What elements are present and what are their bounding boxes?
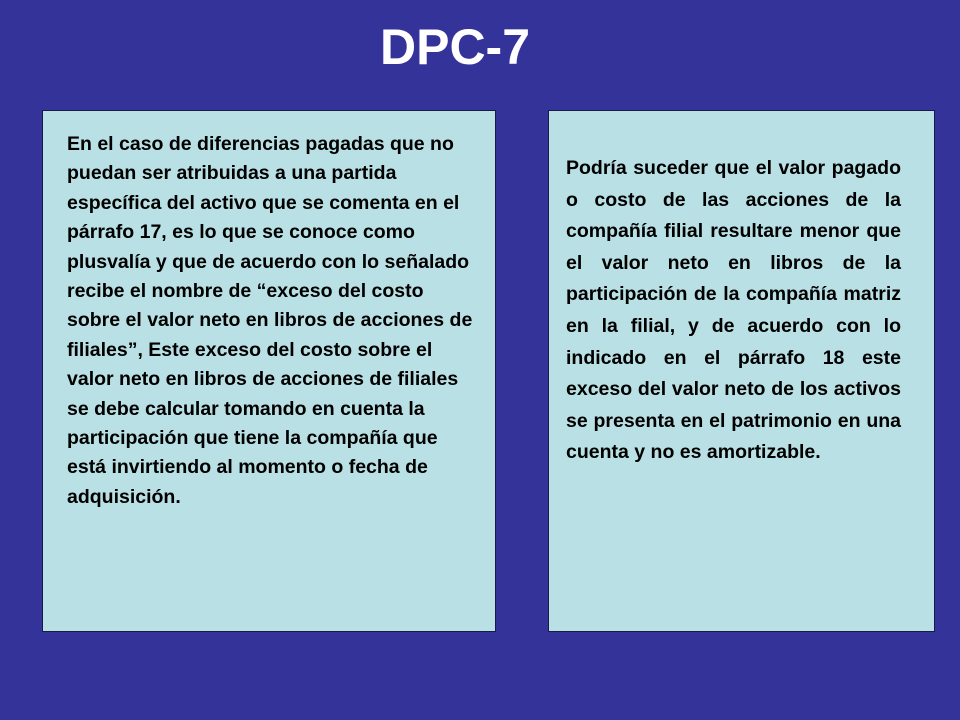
left-text-panel	[42, 110, 496, 632]
left-panel-paragraph: En el caso de diferencias pagadas que no puedan ser atribuidas a una partida específica del activo que se comenta en el párrafo 17, es lo que se conoce como plusvalía y que de acuerdo con lo señalado recibe el nombre de “exceso del costo sobre el valor neto en libros de acciones de filiales”, Este exceso del costo sobre el valor neto en libros de acciones de filiales se debe calcular tomando en cuenta la participación que tiene la compañía que está invirtiendo al momento o fecha de adquisición.	[67, 133, 473, 508]
right-panel-paragraph: Podría suceder que el valor pagado o costo de las acciones de la compañía filial resultare menor que el valor neto en libros de la participación de la compañía matriz en la filial, y de acuerdo con lo indicado en el párrafo 18 este exceso del valor neto de los activos se presenta en el patrimonio en una cuenta y no es amortizable.	[566, 157, 901, 464]
slide-title: DPC-7	[379, 19, 531, 75]
right-text-panel	[548, 110, 935, 632]
